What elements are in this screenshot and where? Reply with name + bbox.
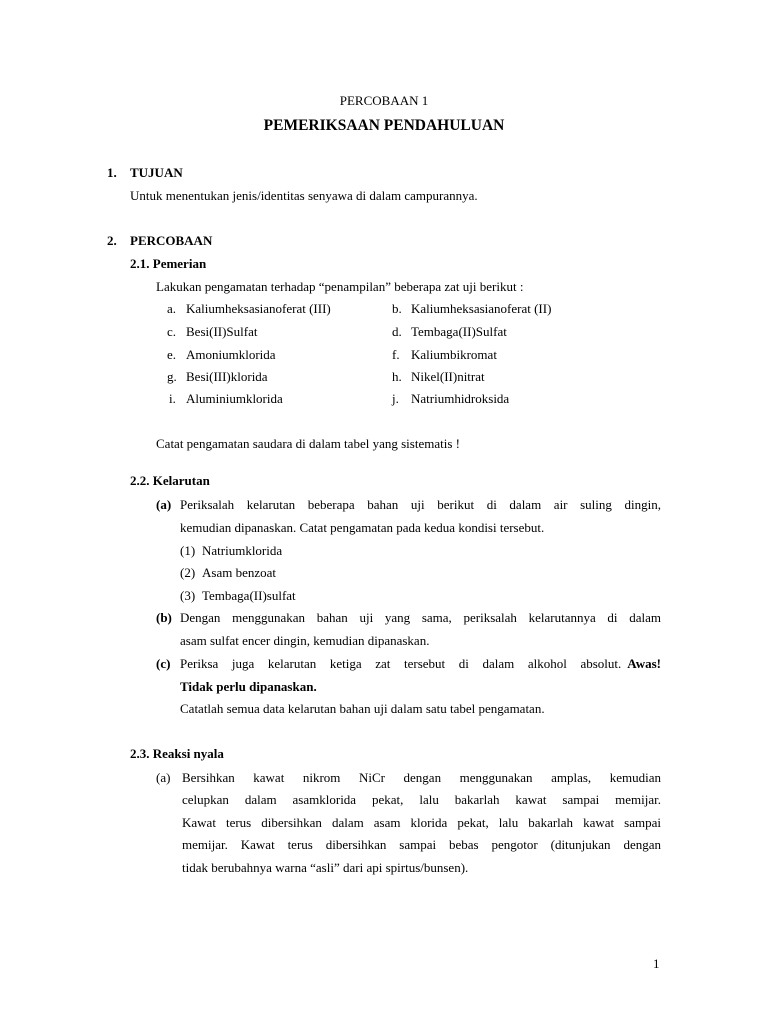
kelarutan-a-line2: kemudian dipanaskan. Catat pengamatan pada kedua kondisi tersebut. — [180, 520, 545, 535]
list-item: Tembaga(II)sulfat — [202, 588, 296, 603]
subitem-marker: (1) — [180, 543, 196, 558]
reaksi-heading: 2.3. Reaksi nyala — [130, 746, 224, 761]
warning-text: Tidak perlu dipanaskan. — [180, 679, 317, 694]
kelarutan-c-line1-row — [180, 657, 661, 670]
kelarutan-c-line3: Catatlah semua data kelarutan bahan uji dalam satu tabel pengamatan. — [180, 701, 545, 716]
list-item: Natriumklorida — [202, 543, 283, 558]
list-item: Kaliumheksasianoferat (II) — [411, 301, 552, 316]
page-number: 1 — [653, 956, 660, 971]
list-item: Natriumhidroksida — [411, 391, 510, 406]
list-item: Kaliumbikromat — [411, 347, 497, 362]
pemerian-heading: 2.1. Pemerian — [130, 256, 207, 271]
list-item: Aluminiumklorida — [186, 391, 283, 406]
page-title: PEMERIKSAAN PENDAHULUAN — [263, 117, 505, 134]
list-item-marker: e. — [167, 347, 177, 362]
section-1-heading: TUJUAN — [130, 165, 183, 180]
list-item-marker: h. — [392, 369, 402, 384]
subitem-marker: (2) — [180, 565, 196, 580]
kelarutan-c-marker: (c) — [156, 656, 171, 671]
kelarutan-c-line1: Periksa juga kelarutan ketiga zat tersebut di dalam alkohol absolut. — [180, 656, 622, 671]
kelarutan-a-marker: (a) — [156, 497, 172, 512]
list-item-marker: b. — [392, 301, 402, 316]
pemerian-note: Catat pengamatan saudara di dalam tabel yang sistematis ! — [156, 436, 460, 451]
kelarutan-b-marker: (b) — [156, 610, 172, 625]
list-item-marker: c. — [167, 324, 177, 339]
kelarutan-a-line1: Periksalah kelarutan beberapa bahan uji berikut di dalam air suling dingin, — [180, 497, 661, 512]
experiment-label: PERCOBAAN 1 — [339, 93, 429, 108]
kelarutan-heading: 2.2. Kelarutan — [130, 473, 210, 488]
reaksi-line: Kawat terus dibersihkan dalam asam klorida pekat, lalu bakarlah kawat sampai — [182, 815, 661, 830]
section-1-number: 1. — [107, 165, 117, 180]
list-item: Nikel(II)nitrat — [411, 369, 485, 384]
list-item-marker: a. — [167, 301, 177, 316]
section-2-heading: PERCOBAAN — [130, 233, 213, 248]
reaksi-a-marker: (a) — [156, 770, 171, 785]
kelarutan-b-line2: asam sulfat encer dingin, kemudian dipanaskan. — [180, 633, 430, 648]
list-item-marker: i. — [169, 391, 176, 406]
reaksi-line: celupkan dalam asamklorida pekat, lalu bakarlah kawat sampai memijar. — [182, 792, 661, 807]
pemerian-intro: Lakukan pengamatan terhadap “penampilan” beberapa zat uji berikut : — [156, 279, 524, 294]
section-2-number: 2. — [107, 233, 117, 248]
list-item: Besi(III)klorida — [186, 369, 268, 384]
list-item: Asam benzoat — [202, 565, 277, 580]
list-item-marker: j. — [392, 391, 399, 406]
list-item: Kaliumheksasianoferat (III) — [186, 301, 331, 316]
kelarutan-b-line1: Dengan menggunakan bahan uji yang sama, periksalah kelarutannya di dalam — [180, 610, 661, 625]
reaksi-last-line: tidak berubahnya warna “asli” dari api spirtus/bunsen). — [182, 860, 469, 875]
section-1-text: Untuk menentukan jenis/identitas senyawa di dalam campurannya. — [130, 188, 478, 203]
list-item-marker: d. — [392, 324, 402, 339]
reaksi-line: Bersihkan kawat nikrom NiCr dengan menggunakan amplas, kemudian — [182, 770, 661, 785]
list-item-marker: g. — [167, 369, 177, 384]
list-item-marker: f. — [392, 347, 400, 362]
list-item: Tembaga(II)Sulfat — [411, 324, 507, 339]
list-item: Besi(II)Sulfat — [186, 324, 258, 339]
subitem-marker: (3) — [180, 588, 196, 603]
reaksi-line: memijar. Kawat terus dibersihkan sampai bebas pengotor (ditunjukan dengan — [182, 837, 661, 852]
warning-label: Awas! — [627, 656, 661, 671]
list-item: Amoniumklorida — [186, 347, 276, 362]
